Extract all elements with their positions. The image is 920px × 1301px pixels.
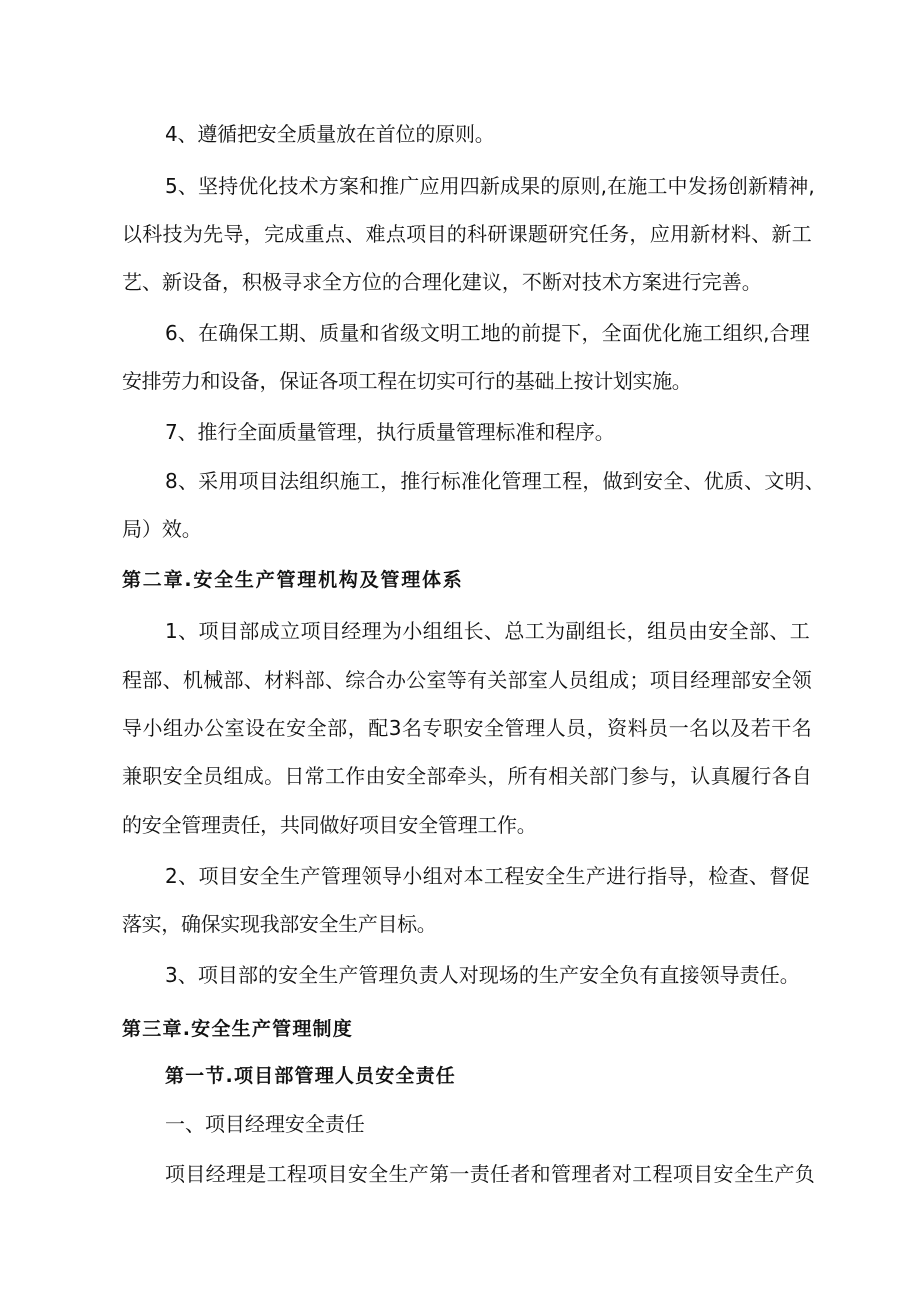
paragraph-ch2-1-cont: 程部、机械部、材料部、综合办公室等有关部室人员组成；项目经理部安全领 xyxy=(122,668,813,692)
paragraph-ch2-1-cont: 导小组办公室设在安全部，配3名专职安全管理人员，资料员一名以及若干名 xyxy=(122,716,813,740)
paragraph-ch2-1-cont: 兼职安全员组成。日常工作由安全部牵头，所有相关部门参与，认真履行各自 xyxy=(122,764,813,788)
subsection-heading: 一、项目经理安全责任 xyxy=(165,1112,365,1136)
chapter-2-heading: 第二章.安全生产管理机构及管理体系 xyxy=(122,569,464,591)
paragraph-item-7: 7、推行全面质量管理，执行质量管理标准和程序。 xyxy=(165,420,615,444)
paragraph-item-5: 5、坚持优化技术方案和推广应用四新成果的原则,在施工中发扬创新精神, xyxy=(165,174,815,198)
paragraph-ch2-2-cont: 落实，确保实现我部安全生产目标。 xyxy=(122,912,437,936)
paragraph-item-6-cont: 安排劳力和设备，保证各项工程在切实可行的基础上按计划实施。 xyxy=(122,369,692,393)
paragraph-item-5-cont: 以科技为先导，完成重点、难点项目的科研课题研究任务，应用新材料、新工 xyxy=(122,222,813,246)
paragraph-project-manager: 项目经理是工程项目安全生产第一责任者和管理者对工程项目安全生产负 xyxy=(165,1162,816,1186)
paragraph-ch2-1: 1、项目部成立项目经理为小组组长、总工为副组长，组员由安全部、工 xyxy=(165,619,811,643)
paragraph-ch2-3: 3、项目部的安全生产管理负责人对现场的生产安全负有直接领导责任。 xyxy=(165,963,800,987)
paragraph-ch2-2: 2、项目安全生产管理领导小组对本工程安全生产进行指导，检查、督促 xyxy=(165,864,811,888)
paragraph-item-8: 8、采用项目法组织施工，推行标准化管理工程，做到安全、优质、文明、 xyxy=(165,469,826,493)
paragraph-item-8-cont: 局）效。 xyxy=(122,517,202,541)
section-1-heading: 第一节.项目部管理人员安全责任 xyxy=(165,1065,456,1087)
paragraph-ch2-1-cont: 的安全管理责任，共同做好项目安全管理工作。 xyxy=(122,813,537,837)
paragraph-item-4: 4、遵循把安全质量放在首位的原则。 xyxy=(165,122,495,146)
chapter-3-heading: 第三章.安全生产管理制度 xyxy=(122,1018,354,1040)
paragraph-item-5-cont: 艺、新设备，积极寻求全方位的合理化建议，不断对技术方案进行完善。 xyxy=(122,270,762,294)
paragraph-item-6: 6、在确保工期、质量和省级文明工地的前提下，全面优化施工组织,合理 xyxy=(165,321,810,345)
